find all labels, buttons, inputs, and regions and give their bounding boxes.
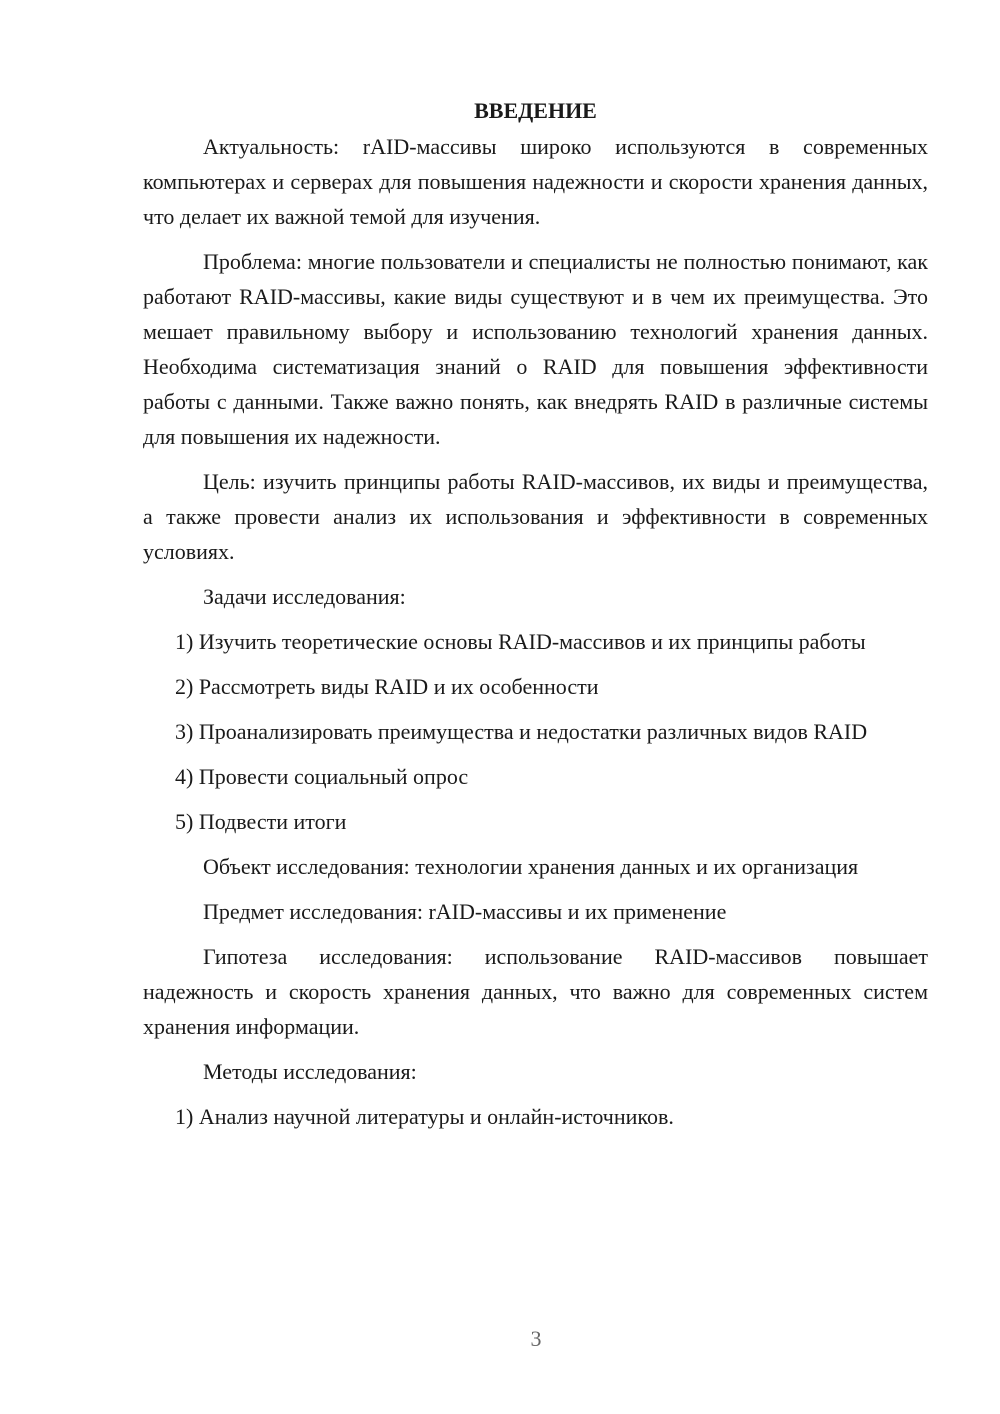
page-number: 3 <box>530 1326 542 1351</box>
list-item-task-1: 1) Изучить теоретические основы RAID-массивов и их принципы работы <box>175 629 866 654</box>
section-title: ВВЕДЕНИЕ <box>474 98 597 123</box>
list-item-task-3: 3) Проанализировать преимущества и недостатки различных видов RAID <box>175 719 868 744</box>
list-item-task-4: 4) Провести социальный опрос <box>175 764 469 789</box>
tasks-heading: Задачи исследования: <box>203 584 406 609</box>
list-item-method-1: 1) Анализ научной литературы и онлайн-источников. <box>175 1104 674 1129</box>
paragraph-object: Объект исследования: технологии хранения данных и их организация <box>203 854 859 879</box>
list-item-task-2: 2) Рассмотреть виды RAID и их особенности <box>175 674 599 699</box>
paragraph-goal: Цель: изучить принципы работы RAID-массивов, их виды и преимущества, а также провести анализ их использования и эффективности в современных условиях. <box>143 469 928 564</box>
paragraph-subject: Предмет исследования: rAID-массивы и их применение <box>203 899 727 924</box>
methods-heading: Методы исследования: <box>203 1059 417 1084</box>
page-content <box>143 93 928 1144</box>
list-item-task-5: 5) Подвести итоги <box>175 809 347 834</box>
paragraph-relevance: Актуальность: rAID-массивы широко используются в современных компьютерах и серверах для повышения надежности и скорости хранения данных, что делает их важной темой для изучения. <box>143 134 928 229</box>
paragraph-hypothesis: Гипотеза исследования: использование RAID-массивов повышает надежность и скорость хранения данных, что важно для современных систем хранения информации. <box>143 944 928 1039</box>
paragraph-problem: Проблема: многие пользователи и специалисты не полностью понимают, как работают RAID-массивы, какие виды существуют и в чем их преимущества. Это мешает правильному выбору и использованию технологий хранения данных. Необходима систематизация знаний о RAID для повышения эффективности работы с данными. Также важно понять, как внедрять RAID в различные системы для повышения их надежности. <box>143 249 928 449</box>
